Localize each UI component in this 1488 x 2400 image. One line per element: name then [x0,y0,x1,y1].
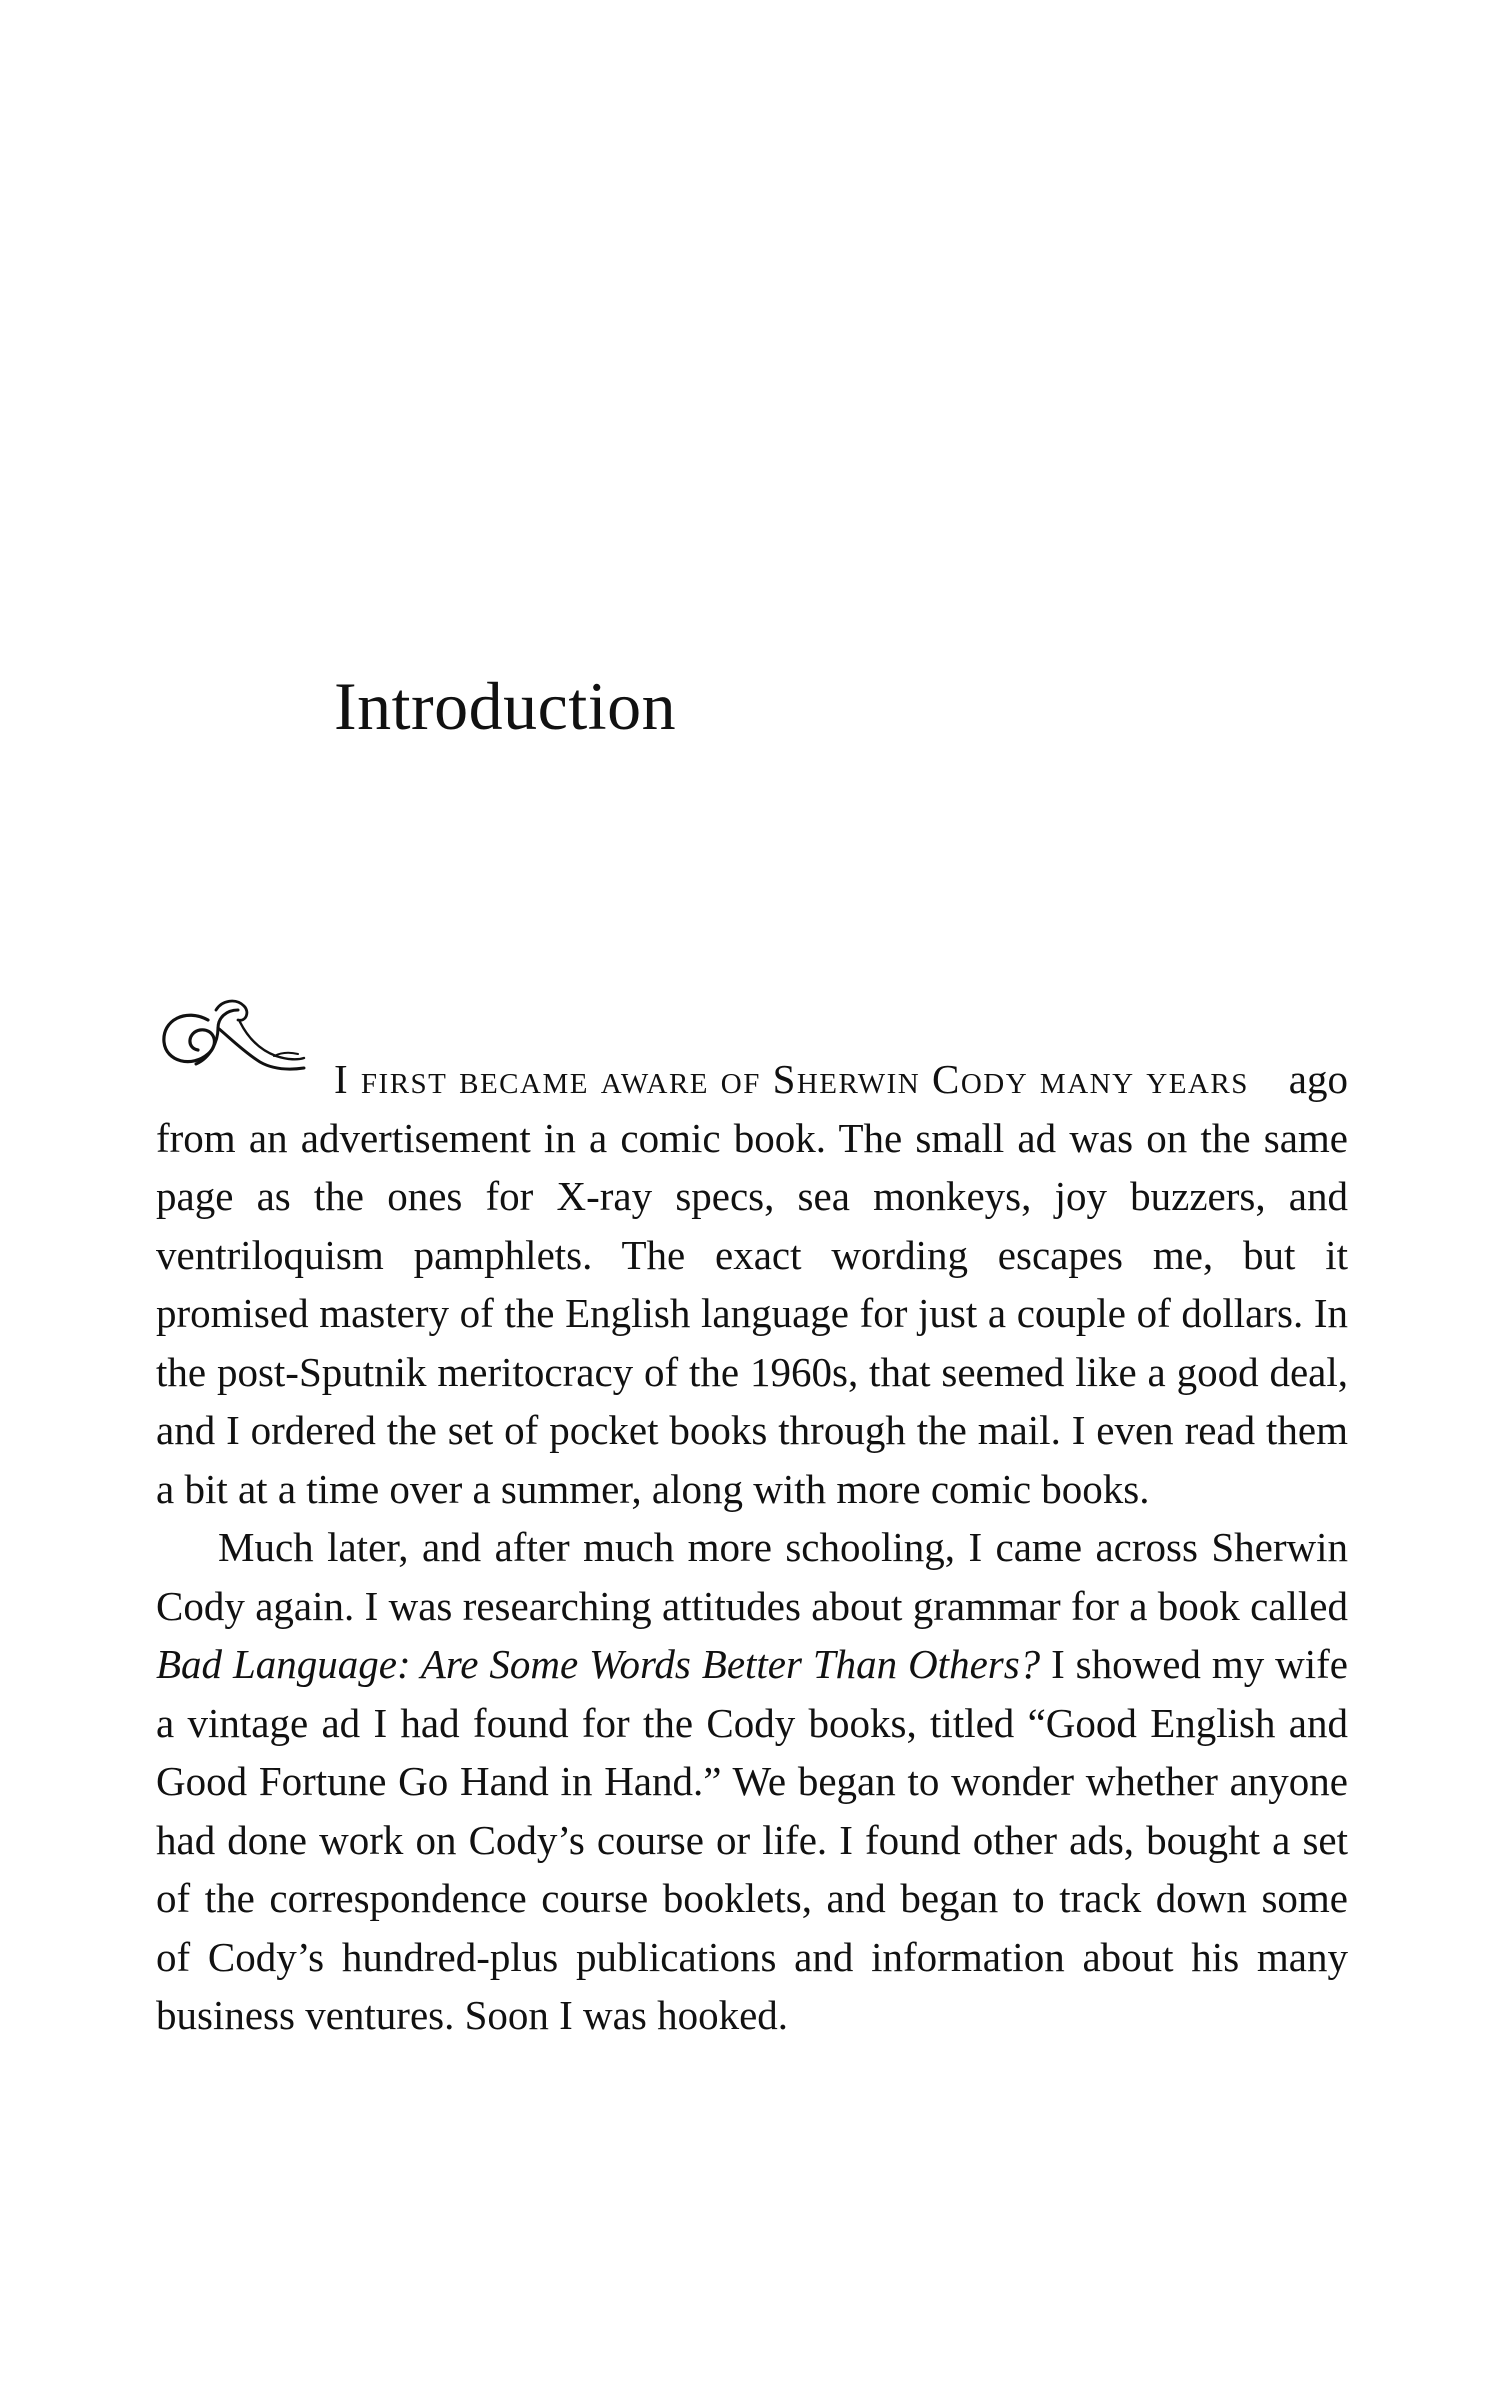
lead-in-small-caps: I first became aware of Sherwin Cody many years [334,1056,1249,1102]
book-title: Bad Language: Are Some Words Better Than Others? [156,1641,1041,1687]
paragraph-2-text-after-title: I showed my wife a vintage ad I had found for the Cody books, titled “Good English and Good Fortune Go Hand in Hand.” We began to wonder whether anyone had done work on Cody’s course or life. I found other ads, bought a set of the correspondence course booklets, and began to track down some of Cody’s hundred-plus publications and information about his many business ventures. Soon I was hooked. [156,1641,1348,2038]
paragraph-2-text-before-title: Much later, and after much more schooling, I came across Sherwin Cody again. I was researching attitudes about grammar for a book called [156,1524,1348,1629]
paragraph-2 [156,1518,1348,2045]
body-text [156,1050,1348,2045]
paragraph-1 [156,1050,1348,1518]
paragraph-1-text: ago from an advertisement in a comic book. The small ad was on the same page as the ones for X-ray specs, sea monkeys, joy buzzers, and ventriloquism pamphlets. The exact wording escapes me, but it promised mastery of the English language for just a couple of dollars. In the post-Sputnik meritocracy of the 1960s, that seemed like a good deal, and I ordered the set of pocket books through the mail. I even read them a bit at a time over a summer, along with more comic books. [156,1056,1348,1512]
chapter-title: Introduction [334,668,677,744]
